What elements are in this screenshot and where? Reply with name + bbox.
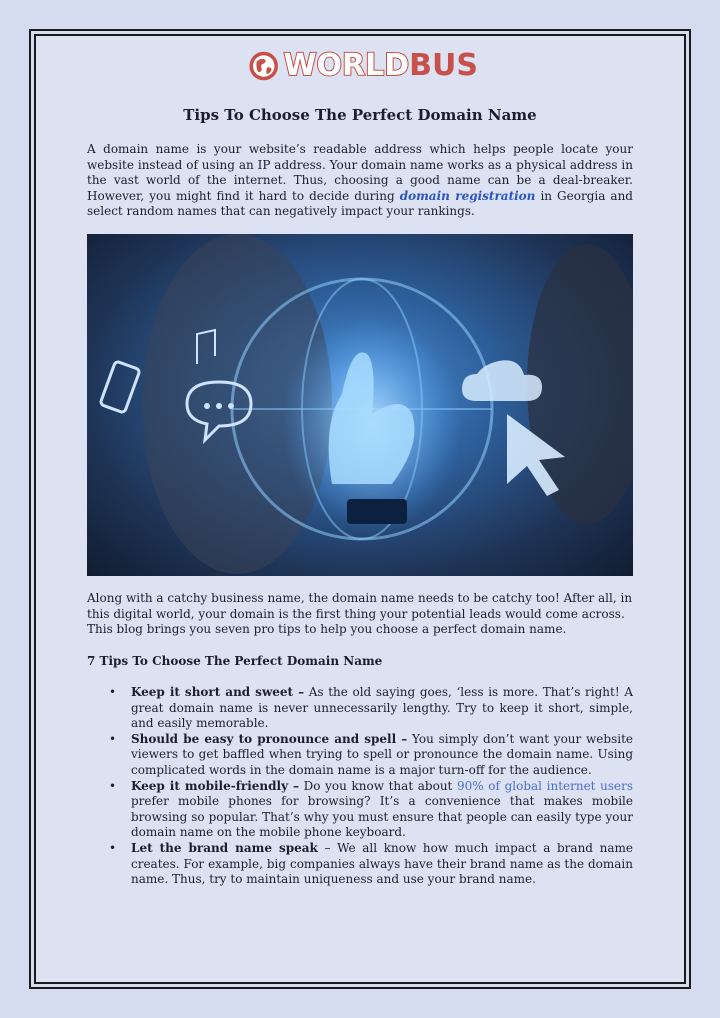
tip-heading: Keep it mobile-friendly –: [131, 778, 300, 793]
body-line-2: This blog brings you seven pro tips to help you choose a perfect domain name.: [87, 622, 567, 637]
list-item: [87, 841, 633, 888]
globe-hand-icon: [87, 234, 633, 576]
body-paragraph: [87, 591, 633, 638]
logo-wordmark: [283, 48, 478, 83]
tips-subheading: 7 Tips To Choose The Perfect Domain Name: [87, 654, 383, 668]
tip-text-before-link: Do you know that about: [299, 778, 457, 793]
tip-text: You simply don’t want your website viewers to get baffled when trying to spell or pronounce the domain name. Using complicated words in the domain name is a major turn-off for the audience.: [131, 731, 633, 777]
list-item: [87, 685, 633, 732]
intro-text-b: in Georgia and select random names that can negatively impact your rankings.: [87, 188, 633, 219]
domain-registration-link[interactable]: domain registration: [399, 188, 536, 203]
globe-logo-icon: [248, 44, 279, 88]
bullet-icon: •: [109, 685, 117, 699]
bullet-icon: •: [109, 778, 117, 793]
tips-list: [87, 685, 633, 888]
tip-text: prefer mobile phones for browsing? It’s a convenience that makes mobile browsing so popular. That’s why you must ensure that people can easily type your domain name on the mobile phone keyboard.: [131, 794, 633, 840]
tip-heading: Let the brand name speak: [131, 840, 318, 855]
tip-heading: Should be easy to pronounce and spell –: [131, 731, 408, 746]
worldbus-logo: [248, 42, 478, 90]
internet-users-link[interactable]: 90% of global internet users: [457, 778, 634, 793]
intro-paragraph: [87, 142, 633, 220]
body-line-1: Along with a catchy business name, the domain name needs to be catchy too! After all, in this digital world, your domain is the first thing your potential leads would come across.: [87, 591, 633, 621]
list-item: [87, 732, 633, 779]
tip-heading: Keep it short and sweet –: [131, 685, 305, 699]
bullet-icon: •: [109, 840, 117, 855]
tip-text: – We all know how much impact a brand name creates. For example, big companies always have their brand name as the domain name. Thus, try to maintain uniqueness and use your brand name.: [131, 840, 633, 887]
hero-image: [87, 234, 633, 576]
intro-text-a: A domain name is your website’s readable address which helps people locate your website instead of using an IP address. Your domain name works as a physical address in the vast world of the internet. Thus, choosing a good name can be a deal-breaker. However, you might find it hard to decide during: [87, 142, 633, 203]
page-title: Tips To Choose The Perfect Domain Name: [183, 106, 537, 124]
list-item: [87, 779, 633, 841]
logo-word-world: WORLD: [283, 48, 410, 83]
logo-word-bus: BUS: [409, 48, 478, 83]
tip-text: As the old saying goes, ‘less is more. That’s right! A great domain name is never unnecessarily lengthy. Try to keep it short, simple, and easily memorable.: [131, 685, 633, 731]
bullet-icon: •: [109, 731, 117, 746]
